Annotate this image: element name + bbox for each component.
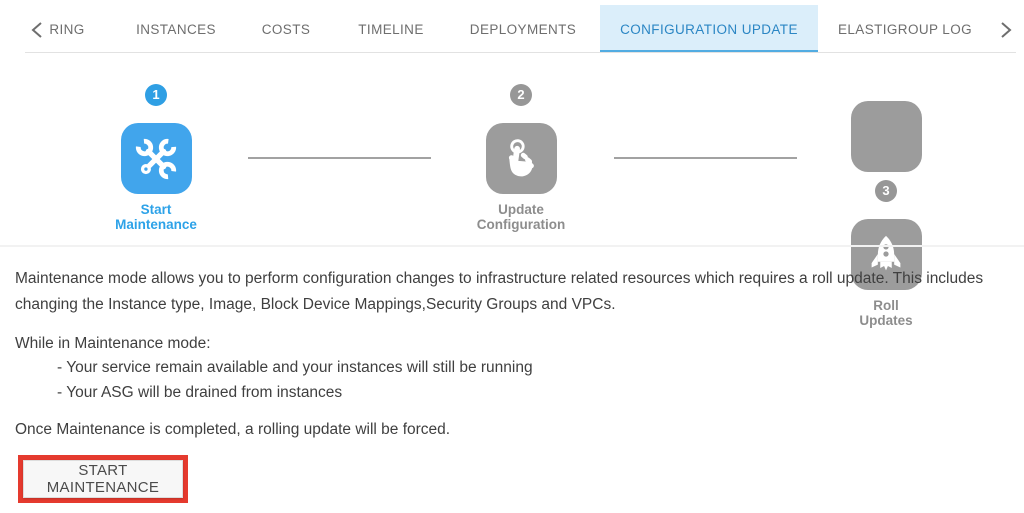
- step-number-badge: 3: [875, 180, 897, 202]
- maintenance-description: Maintenance mode allows you to perform configuration changes to infrastructure related resources which requires a roll update. This includes changing the Instance type, Image, Block Device Mappings,Security Groups and VPCs.: [15, 270, 984, 313]
- step-connector-1: [248, 157, 431, 159]
- step-number-badge: 1: [145, 84, 167, 106]
- start-maintenance-button[interactable]: START MAINTENANCE: [23, 460, 183, 498]
- tab-instances[interactable]: INSTANCES: [136, 21, 216, 37]
- step-label: Start Maintenance: [115, 202, 197, 232]
- tabbar-divider: [25, 52, 1016, 53]
- while-in-maintenance-title: While in Maintenance mode:: [15, 335, 211, 352]
- step-label: Update Configuration: [476, 202, 566, 232]
- maintenance-bullet-2: - Your ASG will be drained from instances: [57, 384, 343, 401]
- tab-timeline[interactable]: TIMELINE: [358, 21, 424, 37]
- tab-ring[interactable]: RING: [49, 21, 85, 37]
- step-update-configuration: [461, 84, 581, 232]
- step-start-maintenance: [96, 84, 216, 232]
- tab-elastigroup-log[interactable]: ELASTIGROUP LOG: [837, 21, 973, 37]
- step-connector-2: [614, 157, 797, 159]
- tab-bar: [0, 0, 1024, 53]
- step-number-badge: 2: [510, 84, 532, 106]
- section-divider: [0, 245, 1024, 247]
- tap-icon: [486, 123, 557, 194]
- tab-costs[interactable]: COSTS: [261, 21, 311, 37]
- tab-deployments[interactable]: DEPLOYMENTS: [469, 21, 577, 37]
- rocket-icon: [851, 101, 922, 172]
- rolling-update-note: Once Maintenance is completed, a rolling update will be forced.: [15, 421, 451, 438]
- step-label: Roll Updates: [859, 298, 913, 328]
- red-highlight-annotation: [18, 455, 188, 503]
- tab-configuration-update[interactable]: CONFIGURATION UPDATE: [600, 5, 818, 53]
- maintenance-bullet-1: - Your service remain available and your instances will still be running: [57, 359, 533, 376]
- chevron-right-icon[interactable]: [999, 21, 1013, 39]
- tools-icon: [121, 123, 192, 194]
